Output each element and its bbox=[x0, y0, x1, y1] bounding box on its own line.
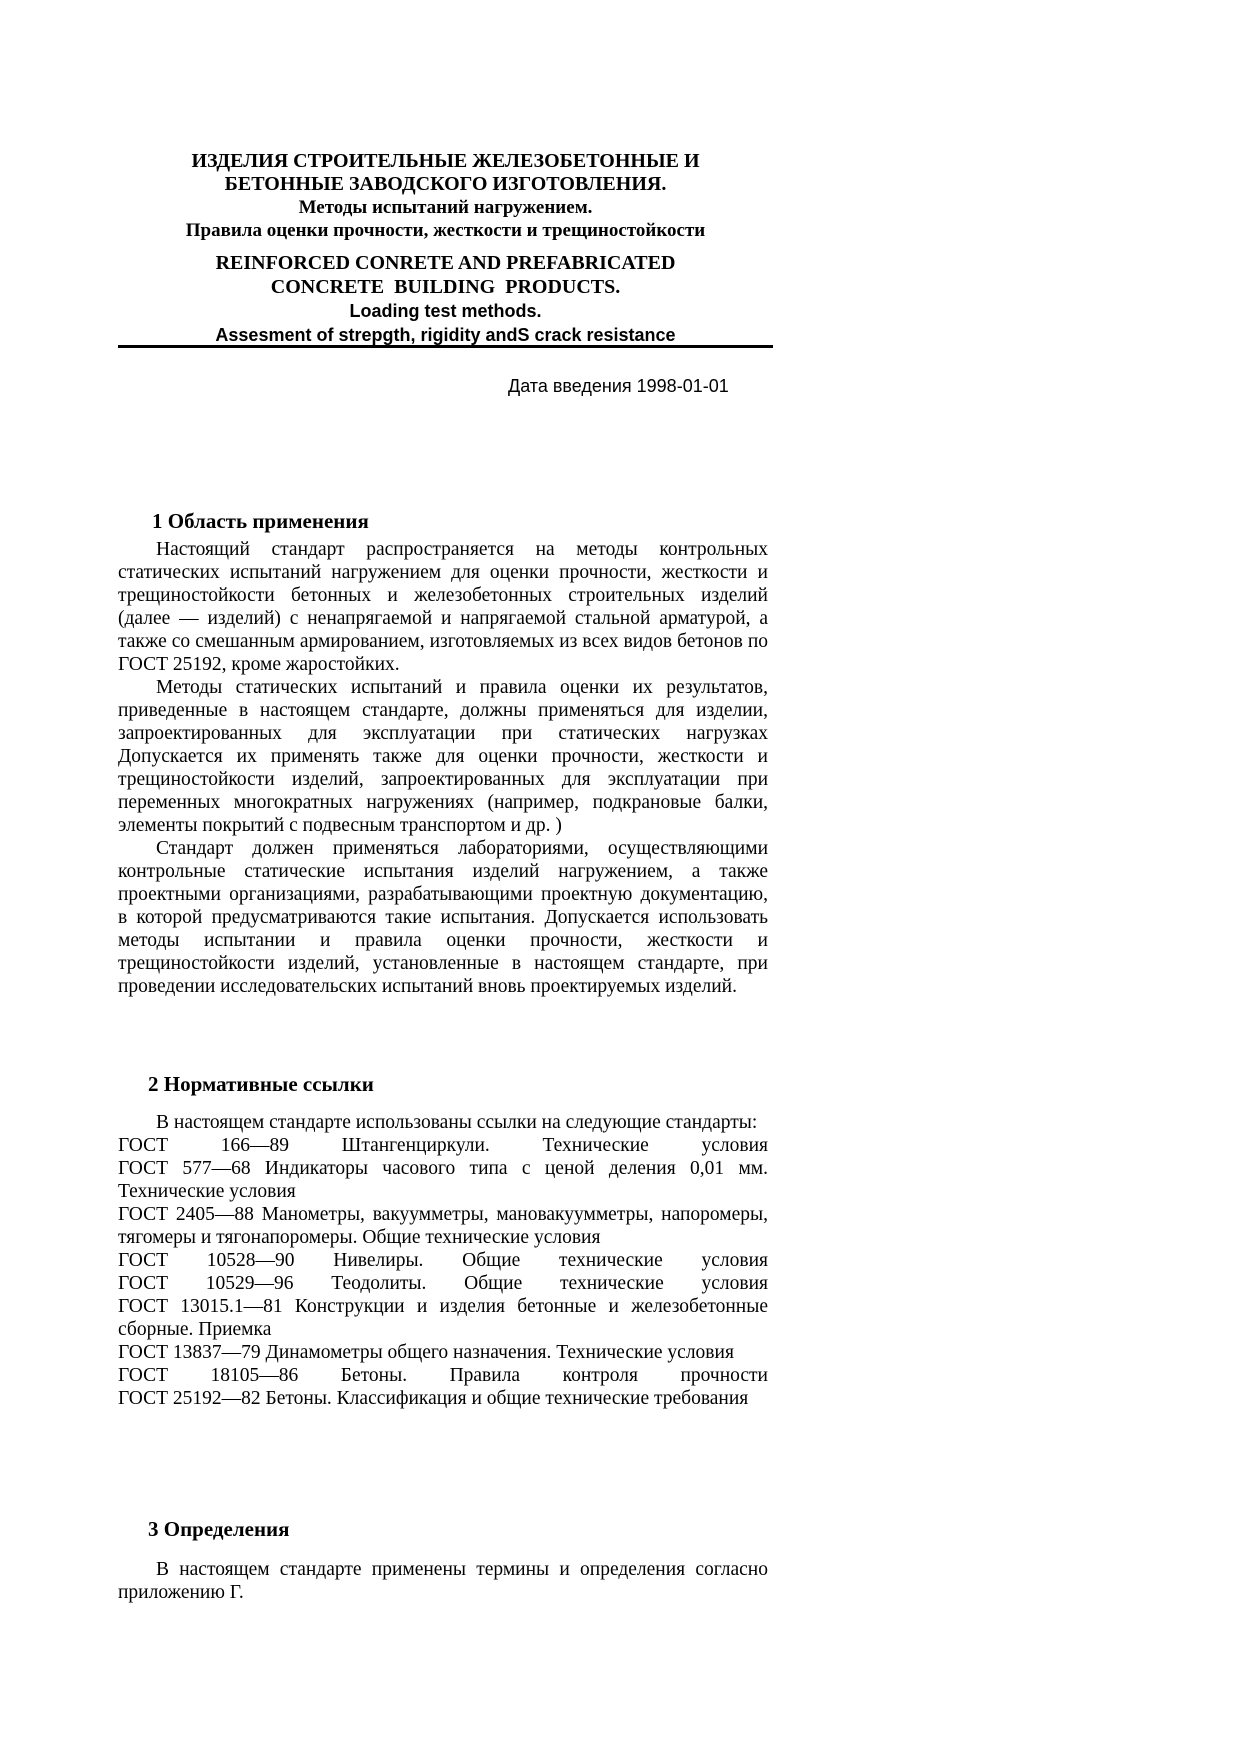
en-title-line-2: CONCRETE BUILDING PRODUCTS. bbox=[270, 276, 621, 298]
ru-title-line-2: БЕТОННЫЕ ЗАВОДСКОГО ИЗГОТОВЛЕНИЯ. bbox=[224, 173, 667, 195]
reference-item: ГОСТ 13015.1—81 Конструкции и изделия бетонные и железобетонные сборные. Приемка bbox=[118, 1296, 768, 1340]
section-1-title: 1 Область применения bbox=[152, 509, 369, 533]
russian-title-block bbox=[118, 150, 773, 242]
reference-item: ГОСТ 166—89 Штангенциркули. Технические условия bbox=[118, 1135, 768, 1156]
english-title-block bbox=[118, 251, 773, 347]
en-title-line-1: REINFORCED CONRETE AND PREFABRICATED bbox=[215, 252, 676, 274]
section-1-paragraph: Методы статических испытаний и правила оценки их результатов, приведенные в настоящем стандарте, должны применяться для изделии, запроектированных для эксплуатации при статических нагрузках Допускается их применять также для оценки прочности, жесткости и трещиностойкости изделий, запроектированных для эксплуатации при переменных многократных нагружениях (например, подкрановые балки, элементы покрытий с подвесным транспортом и др. ) bbox=[118, 677, 768, 836]
section-3-title: 3 Определения bbox=[148, 1517, 290, 1541]
ru-title-line-1: ИЗДЕЛИЯ СТРОИТЕЛЬНЫЕ ЖЕЛЕЗОБЕТОННЫЕ И bbox=[191, 150, 700, 172]
section-2-body bbox=[118, 1111, 768, 1410]
references-intro: В настоящем стандарте использованы ссылки на следующие стандарты: bbox=[156, 1112, 758, 1133]
en-subtitle-line-1: Loading test methods. bbox=[349, 301, 542, 321]
ru-subtitle-line-2: Правила оценки прочности, жесткости и трещиностойкости bbox=[185, 220, 706, 241]
header-divider bbox=[118, 345, 773, 348]
reference-item: ГОСТ 10529—96 Теодолиты. Общие технические условия bbox=[118, 1273, 768, 1294]
reference-item: ГОСТ 18105—86 Бетоны. Правила контроля прочности bbox=[118, 1365, 768, 1386]
reference-item: ГОСТ 577—68 Индикаторы часового типа с ценой деления 0,01 мм. Технические условия bbox=[118, 1158, 768, 1202]
definitions-text: В настоящем стандарте применены термины и определения согласно приложению Г. bbox=[118, 1559, 768, 1603]
reference-item: ГОСТ 25192—82 Бетоны. Классификация и общие технические требования bbox=[118, 1388, 749, 1409]
effective-date: Дата введения 1998-01-01 bbox=[508, 376, 729, 396]
reference-item: ГОСТ 13837—79 Динамометры общего назначения. Технические условия bbox=[118, 1342, 734, 1363]
ru-subtitle-line-1: Методы испытаний нагружением. bbox=[298, 197, 593, 218]
section-1-body bbox=[118, 538, 768, 998]
reference-item: ГОСТ 2405—88 Манометры, вакуумметры, мановакуумметры, напоромеры, тягомеры и тягонапоромеры. Общие технические условия bbox=[118, 1204, 768, 1248]
section-3-body bbox=[118, 1558, 768, 1604]
reference-item: ГОСТ 10528—90 Нивелиры. Общие технические условия bbox=[118, 1250, 768, 1271]
section-1-paragraph: Настоящий стандарт распространяется на методы контрольных статических испытаний нагружением для оценки прочности, жесткости и трещиностойкости бетонных и железобетонных строительных изделий (далее — изделий) с ненапрягаемой и напрягаемой стальной арматурой, а также со смешанным армированием, изготовляемых из всех видов бетонов по ГОСТ 25192, кроме жаростойких. bbox=[118, 539, 768, 675]
section-2-title: 2 Нормативные ссылки bbox=[148, 1072, 374, 1096]
section-1-paragraph: Стандарт должен применяться лабораториями, осуществляющими контрольные статические испытания изделий нагружением, а также проектными организациями, разрабатывающими проектную документацию, в которой предусматриваются такие испытания. Допускается использовать методы испытании и правила оценки прочности, жесткости и трещиностойкости изделий, установленные в настоящем стандарте, при проведении исследовательских испытаний вновь проектируемых изделий. bbox=[118, 838, 768, 997]
en-subtitle-line-2: Assesment of strepgth, rigidity andS crack resistance bbox=[215, 325, 676, 345]
